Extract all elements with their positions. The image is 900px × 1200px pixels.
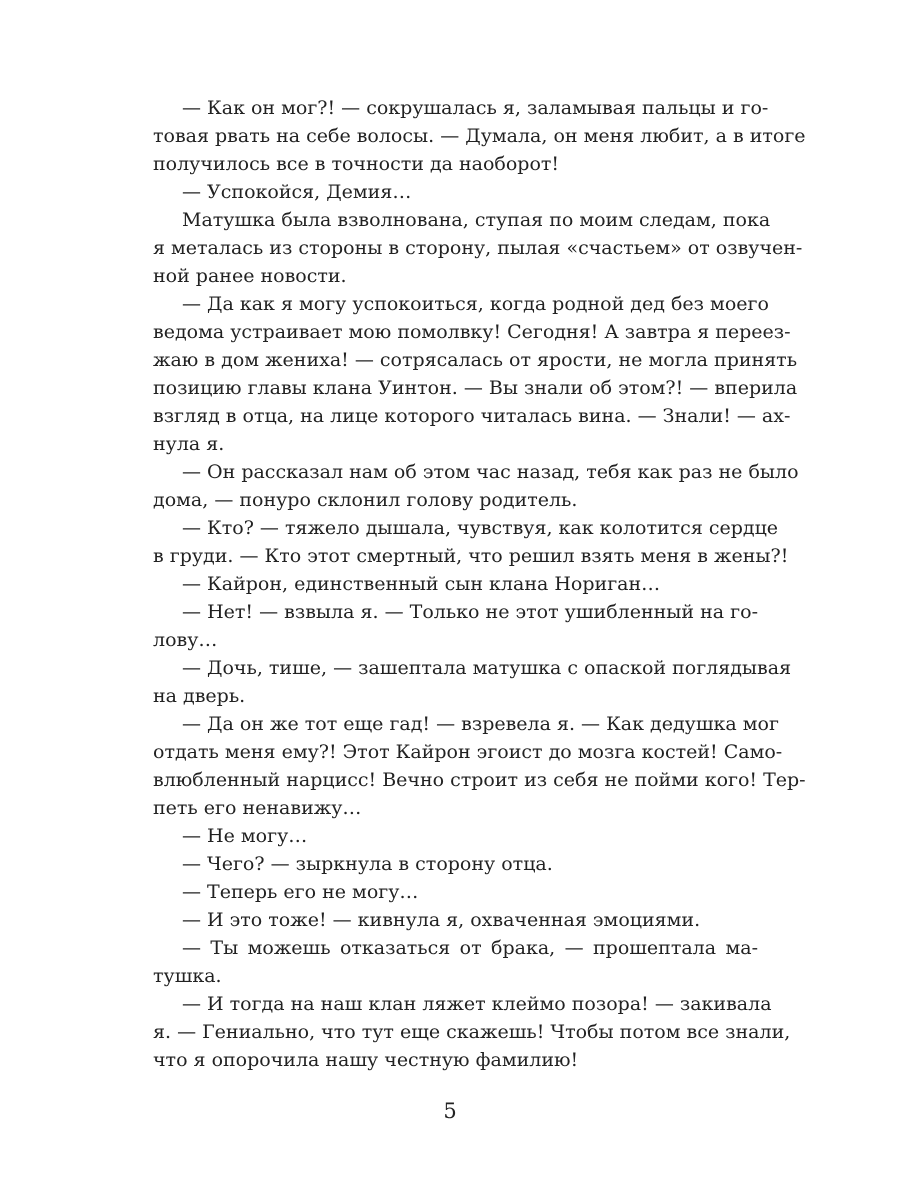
page-body-text bbox=[153, 94, 806, 1074]
text-line: жаю в дом жениха! — сотрясалась от ярости, не могла принять bbox=[153, 349, 798, 371]
page-number: 5 bbox=[443, 1099, 457, 1123]
text-line: — И тогда на наш клан ляжет клеймо позора! — закивала bbox=[182, 993, 772, 1015]
text-line: тушка. bbox=[153, 965, 222, 987]
text-line: на дверь. bbox=[153, 685, 246, 707]
text-line: позицию главы клана Уинтон. — Вы знали об этом?! — вперила bbox=[153, 377, 798, 399]
text-line: отдать меня ему?! Этот Кайрон эгоист до мозга костей! Само- bbox=[153, 741, 783, 763]
text-line: ведома устраивает мою помолвку! Сегодня! А завтра я переез- bbox=[153, 321, 791, 343]
text-line: ной ранее новости. bbox=[153, 265, 347, 287]
text-line: — Да как я могу успокоиться, когда родной дед без моего bbox=[182, 293, 769, 315]
text-line: Матушка была взволнована, ступая по моим следам, пока bbox=[182, 209, 771, 231]
text-line: в груди. — Кто этот смертный, что решил взять меня в жены?! bbox=[153, 545, 789, 567]
text-line: — Как он мог?! — сокрушалась я, заламывая пальцы и го- bbox=[182, 97, 769, 119]
text-line: лову… bbox=[153, 629, 218, 651]
text-line: — Он рассказал нам об этом час назад, тебя как раз не было bbox=[182, 461, 799, 483]
text-line: — Успокойся, Демия… bbox=[182, 181, 412, 203]
text-line: взгляд в отца, на лице которого читалась вина. — Знали! — ах- bbox=[153, 405, 791, 427]
text-line: влюбленный нарцисс! Вечно строит из себя не пойми кого! Тер- bbox=[153, 769, 806, 791]
text-line: — Нет! — взвыла я. — Только не этот ушибленный на го- bbox=[182, 601, 758, 623]
text-line: товая рвать на себе волосы. — Думала, он меня любит, а в итоге bbox=[153, 125, 806, 147]
text-line: я металась из стороны в сторону, пылая «счастьем» от озвучен- bbox=[153, 237, 803, 259]
text-line: — Чего? — зыркнула в сторону отца. bbox=[182, 853, 553, 875]
text-line: дома, — понуро склонил голову родитель. bbox=[153, 489, 578, 511]
text-line: — Ты можешь отказаться от брака, — прошептала ма- bbox=[182, 937, 758, 959]
text-line: — Да он же тот еще гад! — взревела я. — Как дедушка мог bbox=[182, 713, 779, 735]
text-line: — Кайрон, единственный сын клана Нориган… bbox=[182, 573, 661, 595]
text-line: — Дочь, тише, — зашептала матушка с опаской поглядывая bbox=[182, 657, 792, 679]
text-line: нула я. bbox=[153, 433, 225, 455]
text-line: — Не могу… bbox=[182, 825, 308, 847]
text-line: получилось все в точности да наоборот! bbox=[153, 153, 560, 175]
text-line: я. — Гениально, что тут еще скажешь! Чтобы потом все знали, bbox=[153, 1021, 791, 1043]
text-line: — Теперь его не могу… bbox=[182, 881, 419, 903]
text-line: петь его ненавижу… bbox=[153, 797, 362, 819]
text-line: что я опорочила нашу честную фамилию! bbox=[153, 1049, 579, 1071]
text-line: — И это тоже! — кивнула я, охваченная эмоциями. bbox=[182, 909, 701, 931]
text-line: — Кто? — тяжело дышала, чувствуя, как колотится сердце bbox=[182, 517, 779, 539]
